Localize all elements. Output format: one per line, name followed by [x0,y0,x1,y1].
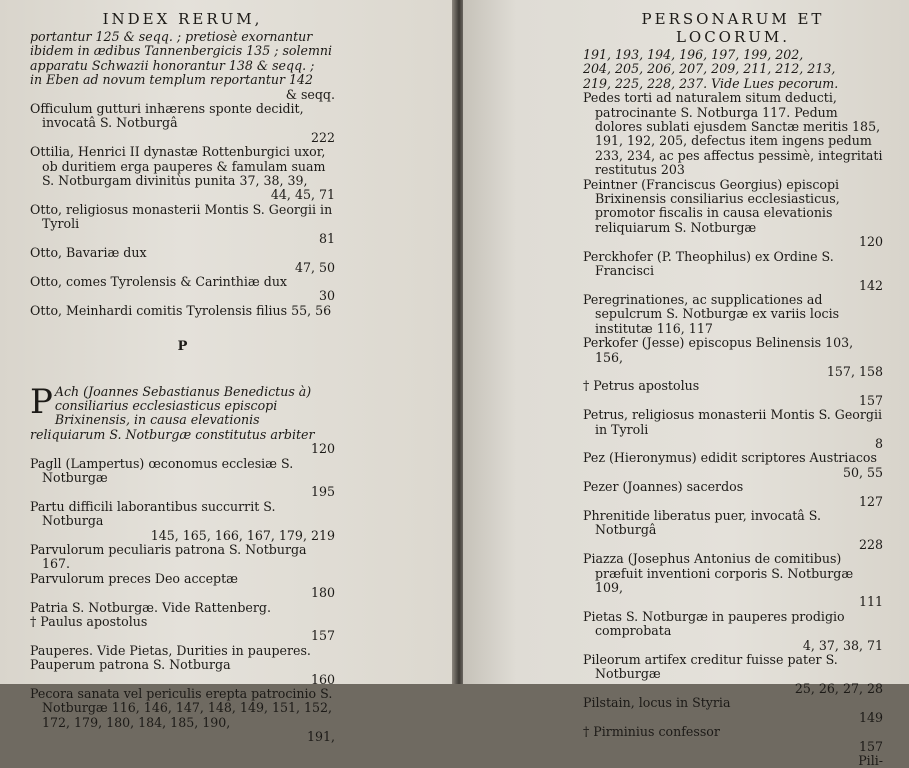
index-entry-text: Petrus, religiosus monasterii Montis S. Georgii in Tyroli [583,407,883,437]
first-p-text: Ach (Joannes Sebastianus Benedictus à) consiliarius ecclesiasticus episcopi Brixinensis, in causa elevationis reliquiarum S. Notburgæ constitutus arbiter [30,383,315,442]
index-entry-ref: 157 [310,628,335,644]
index-entry-ref: 127 [858,493,883,509]
text-line: apparatu Schwazii honorantur 138 & seqq. ; [30,57,315,73]
index-entry [30,615,335,644]
index-entry [583,250,883,293]
index-entry [583,293,883,336]
index-entry-ref: 111 [858,594,883,610]
index-entry-text: Perkofer (Jesse) episcopus Belinensis 103, 156, [583,335,854,365]
index-entry-ref: 44, 45, 71 [270,187,335,203]
index-entry-text: Pecora sanata vel periculis erepta patrocinio S. Notburgæ 116, 146, 147, 148, 149, 151, 152, 172, 179, 180, 184, 185, 190, [30,686,333,730]
index-entry [30,658,335,687]
index-entry [30,543,335,572]
index-entry [583,696,883,725]
index-entry-ref: 30 [318,288,335,304]
index-entry-ref: 160 [310,671,335,687]
index-entry-text: Otto, Bavariæ dux [30,245,147,261]
index-entry [30,246,335,275]
index-entry-ref: 81 [318,230,335,246]
drop-cap: P [30,381,53,422]
index-entry-ref: 142 [858,277,883,293]
index-entry [583,408,883,451]
index-entry-text: Phrenitide liberatus puer, invocatâ S. Notburgâ [583,508,821,538]
index-entry-ref: 4, 37, 38, 71 [802,637,883,653]
index-entry-ref: 191, [306,729,335,745]
section-letter-p: P [177,339,188,355]
right-page [463,0,909,768]
index-entry-ref: 228 [858,536,883,552]
index-entry-text: Pileorum artifex creditur fuisse pater S. Notburgæ [583,652,838,682]
index-entry [30,572,335,601]
index-entry [30,145,335,203]
index-entry-text: † Pirminius confessor [583,724,720,740]
text-line: 191, 193, 194, 196, 197, 199, 202, [583,47,804,62]
index-entry-ref: 25, 26, 27, 28 [794,680,883,696]
index-entry [30,687,335,745]
first-p-ref: 120 [310,441,335,457]
index-entry-ref: 180 [310,585,335,601]
index-entry-ref: 47, 50 [294,259,335,275]
left-running-head: INDEX RERUM, [102,10,263,28]
index-entry-text: Peintner (Franciscus Georgius) episcopi Brixinensis consiliarius ecclesiasticus, promotor fiscalis in causa elevationis reliquiarum S. Notburgæ [583,176,840,235]
index-entry-text: Pez (Hieronymus) edidit scriptores Austriacos [583,450,877,466]
index-entry-ref: 157 [858,392,883,408]
index-entry [583,379,883,408]
index-entry-text: † Petrus apostolus [583,378,700,394]
index-entry-text: Pedes torti ad naturalem situm deducti, patrocinante S. Notburga 117. Pedum dolores sublati ejusdem Sanctæ meritis 185, 191, 192, 205, defectus item ingens pedum 233, 234, ac pes affectus pessimè, integritati restitutus 203 [583,90,883,178]
index-entry-text: Piazza (Josephus Antonius de comitibus) præfuit inventioni corporis S. Notburgæ 109, [583,551,854,596]
index-entry-text: Otto, comes Tyrolensis & Carinthiæ dux [30,273,288,289]
index-entry-text: Partu difficili laborantibus succurrit S. Notburga [30,498,276,529]
index-entry-ref: 149 [858,709,883,725]
index-entry-ref: 120 [858,234,883,250]
index-entry [30,457,335,500]
index-entry [583,653,883,696]
right-column [583,10,883,768]
index-entry-text: Perckhofer (P. Theophilus) ex Ordine S. Francisci [583,248,834,279]
index-entry [583,480,883,509]
continued-entry [583,48,883,91]
index-entry-text: Officulum gutturi inhærens sponte decidit, invocatâ S. Notburgâ [30,101,304,131]
text-line: 219, 225, 228, 237. Vide Lues pecorum. [583,75,839,91]
index-entry-text: Pauperes. Vide Pietas, Durities in pauperes. [30,642,311,658]
index-entry-text: Ottilia, Henrici II dynastæ Rottenburgici uxor, ob duritiem erga pauperes & famulam suam S. Notburgam divinitùs punita 37, 38, 39, [30,144,326,189]
index-entry [583,336,883,379]
catchword: Pili- [858,752,883,768]
index-entry-text: Parvulorum peculiaris patrona S. Notburga 167. [30,542,307,572]
index-entry [583,610,883,653]
right-running-head: PERSONARUM ET LOCORUM. [641,10,825,46]
entries-p-continued [583,91,883,754]
index-entry [583,725,883,754]
index-entry [583,451,883,480]
entries-o [30,102,335,318]
index-entry-ref: 195 [310,484,335,500]
first-p-entry [30,381,335,457]
text-line: ibidem in ædibus Tannenbergicis 135 ; solemni [30,43,333,59]
index-entry-ref: 157 [858,738,883,754]
index-entry-text: Pietas S. Notburgæ in pauperes prodigio comprobata [583,608,845,639]
index-entry-text: Patria S. Notburgæ. Vide Rattenberg. [30,599,271,615]
index-entry-ref: 157, 158 [826,363,883,379]
index-entry-text: Peregrinationes, ac supplicationes ad sepulcrum S. Notburgæ ex variis locis institutæ 116, 117 [583,291,840,336]
index-entry-ref: 50, 55 [842,464,883,480]
index-entry [583,509,883,552]
left-page [0,0,455,745]
index-entry-ref: 222 [310,129,335,145]
index-entry [30,500,335,543]
index-entry [583,178,883,250]
index-entry [30,102,335,145]
text-line: 204, 205, 206, 207, 209, 211, 212, 213, [583,61,836,77]
index-entry [30,203,335,246]
index-entry [583,552,883,610]
index-entry-ref: 8 [874,435,883,451]
index-entry-text: Parvulorum preces Deo acceptæ [30,570,239,586]
index-entry [30,601,335,615]
index-entry-text: Otto, religiosus monasterii Montis S. Georgii in Tyroli [30,201,333,232]
index-entry [30,275,335,304]
index-entry-ref: 145, 165, 166, 167, 179, 219 [150,527,335,543]
index-entry-text: † Paulus apostolus [30,614,148,630]
continued-entry-ref: & seqq. [285,86,335,102]
left-column [30,10,335,745]
index-entry-text: Pauperum patrona S. Notburga [30,657,231,673]
text-line: portantur 125 & seqq. ; pretiosè exornantur [30,29,313,44]
index-entry [30,304,335,318]
index-entry-text: Pilstain, locus in Styria [583,695,731,711]
entries-p [30,457,335,745]
text-line: in Eben ad novum templum reportantur 142 [30,72,314,88]
index-entry [30,644,335,658]
index-entry [583,91,883,177]
index-entry-text: Otto, Meinhardi comitis Tyrolensis filius 55, 56 [30,302,332,318]
index-entry-text: Pezer (Joannes) sacerdos [583,479,744,495]
continued-entry [30,30,335,88]
index-entry-text: Pagll (Lampertus) œconomus ecclesiæ S. Notburgæ [30,455,294,485]
